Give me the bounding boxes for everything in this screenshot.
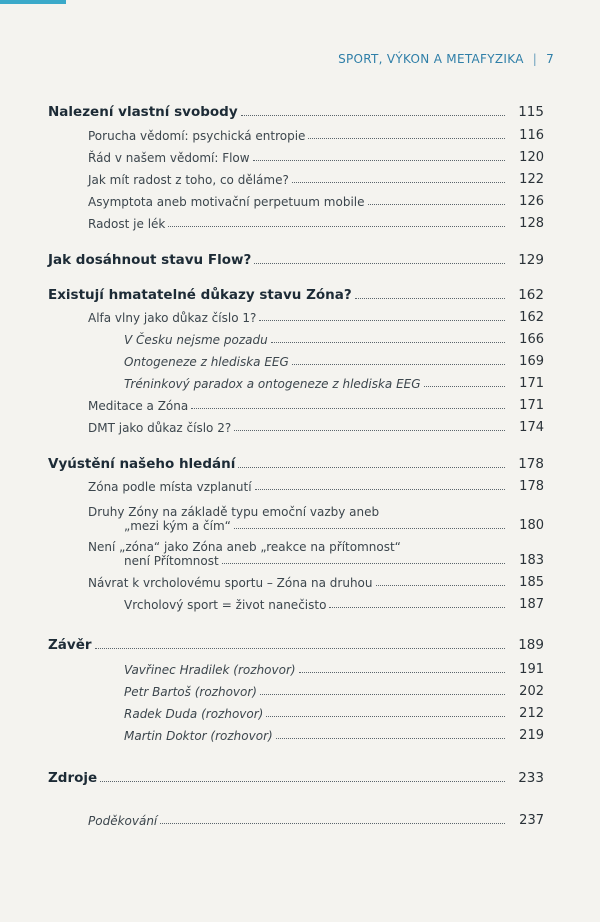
dot-leader: [168, 226, 505, 227]
toc-entry-title-line1: Druhy Zóny na základě typu emoční vazby aneb: [88, 505, 380, 519]
toc-entry-title-line1: Není „zóna“ jako Zóna aneb „reakce na přítomnost“: [88, 540, 401, 554]
toc-entry-page: 122: [519, 172, 544, 187]
toc-entry-section[interactable]: [0, 598, 600, 612]
dot-leader: [292, 364, 505, 365]
toc-entry-chapter[interactable]: [0, 456, 600, 472]
toc-entry-page: 128: [519, 216, 544, 231]
toc-entry-title: Petr Bartoš (rozhovor): [124, 685, 257, 699]
header-page-number: 7: [546, 52, 554, 66]
toc-entry-page: 237: [519, 813, 544, 828]
toc-entry-section[interactable]: [0, 129, 600, 143]
dot-leader: [424, 386, 505, 387]
toc-entry-page: 178: [518, 456, 544, 472]
toc-entry-chapter[interactable]: [0, 104, 600, 120]
toc-entry-title: Alfa vlny jako důkaz číslo 1?: [88, 311, 257, 325]
dot-leader: [241, 115, 505, 116]
toc-entry-section[interactable]: [0, 217, 600, 231]
dot-leader: [260, 694, 505, 695]
toc-entry-title: Poděkování: [88, 814, 158, 828]
toc-entry-title-line2: „mezi kým a čím“: [124, 519, 231, 533]
toc-entry-title: Tréninkový paradox a ontogeneze z hlediska EEG: [124, 377, 421, 391]
toc-entry-page: 212: [519, 706, 544, 721]
toc-entry-page: 183: [519, 553, 544, 568]
toc-entry-chapter[interactable]: [0, 287, 600, 303]
toc-entry-page: 185: [519, 575, 544, 590]
toc-entry-page: 219: [519, 728, 544, 743]
toc-entry-page: 189: [518, 637, 544, 653]
toc-entry-page: 129: [518, 252, 544, 268]
dot-leader: [271, 342, 505, 343]
toc-entry-title: Vavřinec Hradilek (rozhovor): [124, 663, 296, 677]
toc-entry-title: Vyústění našeho hledání: [48, 456, 236, 472]
toc-entry-page: 191: [519, 662, 544, 677]
toc-entry-title: DMT jako důkaz číslo 2?: [88, 421, 232, 435]
toc-entry-title: Ontogeneze z hlediska EEG: [124, 355, 289, 369]
dot-leader: [376, 585, 506, 586]
dot-leader: [100, 781, 505, 782]
dot-leader: [222, 563, 505, 564]
toc-entry-section[interactable]: [0, 814, 600, 828]
dot-leader: [160, 823, 505, 824]
toc-entry-section[interactable]: [0, 399, 600, 413]
toc-entry-page: 171: [519, 398, 544, 413]
toc-entry-title: Vrcholový sport = život nanečisto: [124, 598, 327, 612]
toc-entry-page: 126: [519, 194, 544, 209]
toc-entry-chapter[interactable]: [0, 637, 600, 653]
toc-entry-title: Jak dosáhnout stavu Flow?: [48, 252, 252, 268]
toc-entry-page: 174: [519, 420, 544, 435]
dot-leader: [266, 716, 505, 717]
toc-entry-page: 187: [519, 597, 544, 612]
dot-leader: [276, 738, 505, 739]
dot-leader: [238, 467, 505, 468]
running-title: SPORT, VÝKON A METAFYZIKA: [338, 52, 524, 66]
toc-entry-subsection[interactable]: [0, 333, 600, 347]
toc-entry-section[interactable]: [0, 505, 600, 533]
toc-entry-page: 233: [518, 770, 544, 786]
toc-entry-title: Nalezení vlastní svobody: [48, 104, 238, 120]
toc-entry-section[interactable]: [0, 311, 600, 325]
toc-entry-title: Řád v našem vědomí: Flow: [88, 151, 250, 165]
toc-entry-title: Zóna podle místa vzplanutí: [88, 480, 252, 494]
toc-entry-title: Zdroje: [48, 770, 98, 786]
header-separator: |: [532, 52, 538, 66]
toc-entry-chapter[interactable]: [0, 252, 600, 268]
toc-entry-page: 171: [519, 376, 544, 391]
toc-entry-section[interactable]: [0, 480, 600, 494]
toc-entry-page: 116: [519, 128, 544, 143]
toc-entry-section[interactable]: [0, 576, 600, 590]
dot-leader: [95, 648, 505, 649]
toc-entry-title: Jak mít radost z toho, co děláme?: [88, 173, 289, 187]
toc-entry-title: Závěr: [48, 637, 92, 653]
toc-entry-title: V Česku nejsme pozadu: [124, 333, 268, 347]
toc-entry-page: 180: [519, 518, 544, 533]
dot-leader: [254, 263, 505, 264]
toc-entry-subsection[interactable]: [0, 685, 600, 699]
toc-entry-subsection[interactable]: [0, 355, 600, 369]
dot-leader: [234, 430, 505, 431]
dot-leader: [253, 160, 505, 161]
toc-entry-subsection[interactable]: [0, 729, 600, 743]
toc-entry-section[interactable]: [0, 151, 600, 165]
toc-entry-title: Návrat k vrcholovému sportu – Zóna na druhou: [88, 576, 373, 590]
dot-leader: [368, 204, 506, 205]
toc-entry-subsection[interactable]: [0, 377, 600, 391]
toc-entry-page: 169: [519, 354, 544, 369]
dot-leader: [255, 489, 505, 490]
toc-entry-page: 178: [519, 479, 544, 494]
toc-entry-title: Porucha vědomí: psychická entropie: [88, 129, 306, 143]
dot-leader: [355, 298, 505, 299]
toc-entry-subsection[interactable]: [0, 663, 600, 677]
toc-entry-page: 202: [519, 684, 544, 699]
toc-entry-title: Radost je lék: [88, 217, 166, 231]
toc-entry-title: Asymptota aneb motivační perpetuum mobile: [88, 195, 365, 209]
toc-entry-title: Radek Duda (rozhovor): [124, 707, 264, 721]
toc-entry-section[interactable]: [0, 173, 600, 187]
toc-entry-page: 166: [519, 332, 544, 347]
toc-entry-section[interactable]: [0, 540, 600, 568]
dot-leader: [329, 607, 505, 608]
toc-entry-subsection[interactable]: [0, 707, 600, 721]
toc-entry-title: Existují hmatatelné důkazy stavu Zóna?: [48, 287, 352, 303]
toc-entry-title: Martin Doktor (rozhovor): [124, 729, 273, 743]
dot-leader: [259, 320, 505, 321]
dot-leader: [299, 672, 505, 673]
toc-entry-page: 162: [519, 310, 544, 325]
toc-entry-chapter[interactable]: [0, 770, 600, 786]
dot-leader: [308, 138, 505, 139]
toc-entry-section[interactable]: [0, 195, 600, 209]
toc-entry-title: Meditace a Zóna: [88, 399, 189, 413]
toc-entry-section[interactable]: [0, 421, 600, 435]
toc-entry-page: 120: [519, 150, 544, 165]
dot-leader: [234, 528, 505, 529]
dot-leader: [191, 408, 505, 409]
toc-entry-page: 115: [518, 104, 544, 120]
toc-entry-page: 162: [518, 287, 544, 303]
toc-entry-title-line2: není Přítomnost: [124, 554, 219, 568]
dot-leader: [292, 182, 505, 183]
